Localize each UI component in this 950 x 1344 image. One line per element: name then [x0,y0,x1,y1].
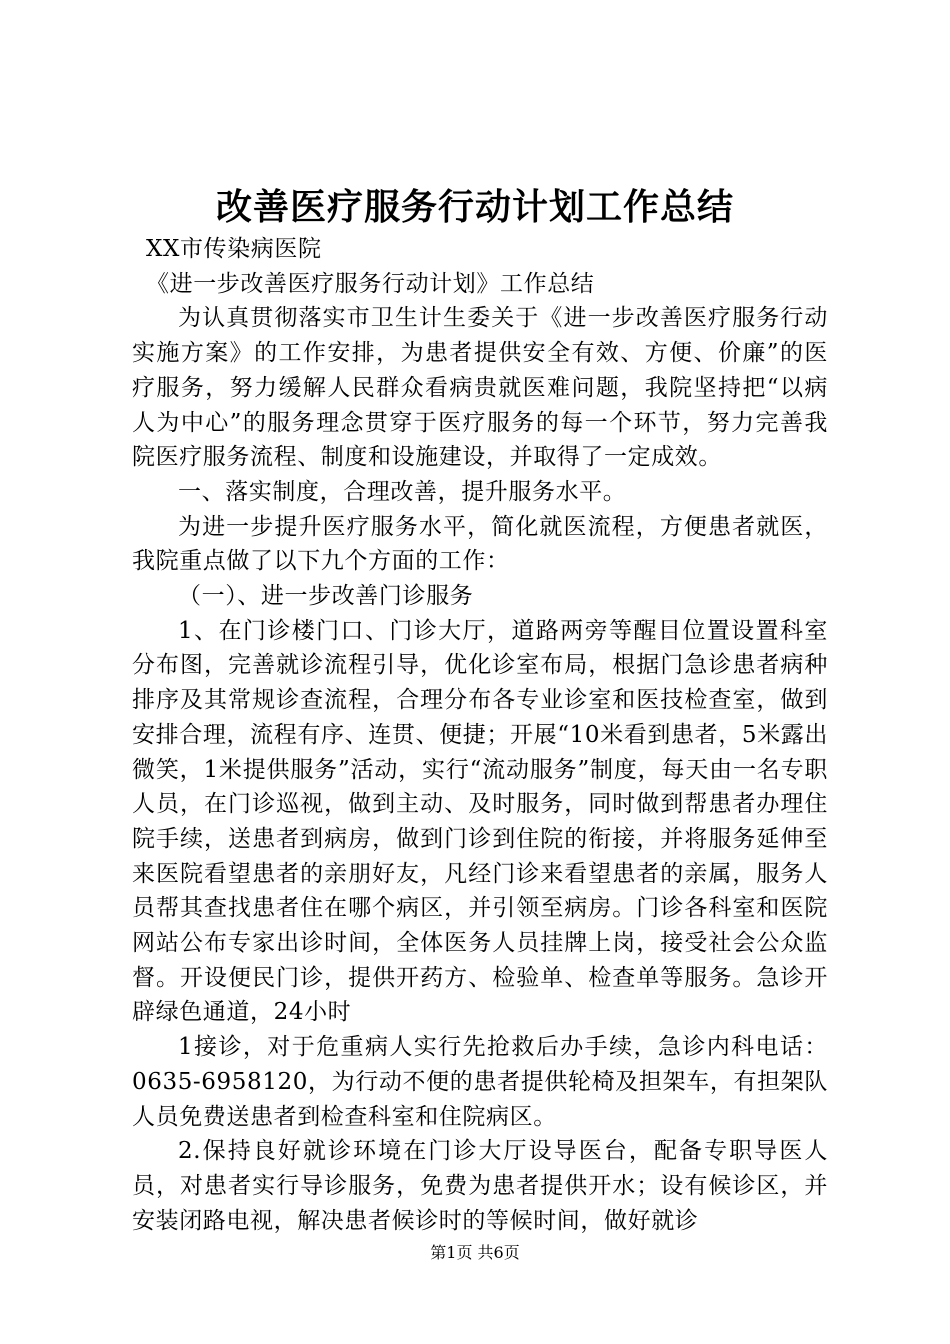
document-title: 改善医疗服务行动计划工作总结 [215,187,734,228]
page-number-footer: 第1页 共6页 [430,1243,520,1262]
item-2-paragraph: 2.保持良好就诊环境在门诊大厅设导医台，配备专职导医人员，对患者实行导诊服务，免费为患者提供开水；设有候诊区，并安装闭路电视，解决患者候诊时的等候时间，做好就诊 [132,1138,828,1234]
intro-paragraph: 为认真贯彻落实市卫生计生委关于《进一步改善医疗服务行动实施方案》的工作安排，为患者提供安全有效、方便、价廉”的医疗服务，努力缓解人民群众看病贵就医难问题，我院坚持把“以病人为中心”的服务理念贯穿于医疗服务的每一个环节，努力完善我院医疗服务流程、制度和设施建设，并取得了一定成效。 [132,305,828,471]
item-1-paragraph: 1、在门诊楼门口、门诊大厅，道路两旁等醒目位置设置科室分布图，完善就诊流程引导，优化诊室布局，根据门急诊患者病种排序及其常规诊查流程，合理分布各专业诊室和医技检查室，做到安排合理，流程有序、连贯、便捷；开展“10米看到患者，5米露出微笑，1米提供服务”活动，实行“流动服务”制度，每天由一名专职人员，在门诊巡视，做到主动、及时服务，同时做到帮患者办理住院手续，送患者到病房，做到门诊到住院的衔接，并将服务延伸至来医院看望患者的亲朋好友，凡经门诊来看望患者的亲属，服务人员帮其查找患者住在哪个病区，并引领至病房。门诊各科室和医院网站公布专家出诊时间，全体医务人员挂牌上岗，接受社会公众监督。开设便民门诊，提供开药方、检验单、检查单等服务。急诊开辟绿色通道，24小时 [132,617,828,1026]
section-intro-paragraph: 为进一步提升医疗服务水平，简化就医流程，方便患者就医，我院重点做了以下九个方面的工作： [132,513,828,575]
hospital-name: XX市传染病医院 [146,236,322,262]
item-1-continued-paragraph: 1接诊，对于危重病人实行先抢救后办手续，急诊内科电话：0635-6958120，为行动不便的患者提供轮椅及担架车，有担架队人员免费送患者到检查科室和住院病区。 [132,1034,828,1130]
section-heading-1: 一、落实制度，合理改善，提升服务水平。 [178,478,627,505]
report-subtitle: 《进一步改善医疗服务行动计划》工作总结 [146,270,595,297]
document-body [132,232,828,1238]
subsection-heading-1: （一）、进一步改善门诊服务 [178,583,474,610]
